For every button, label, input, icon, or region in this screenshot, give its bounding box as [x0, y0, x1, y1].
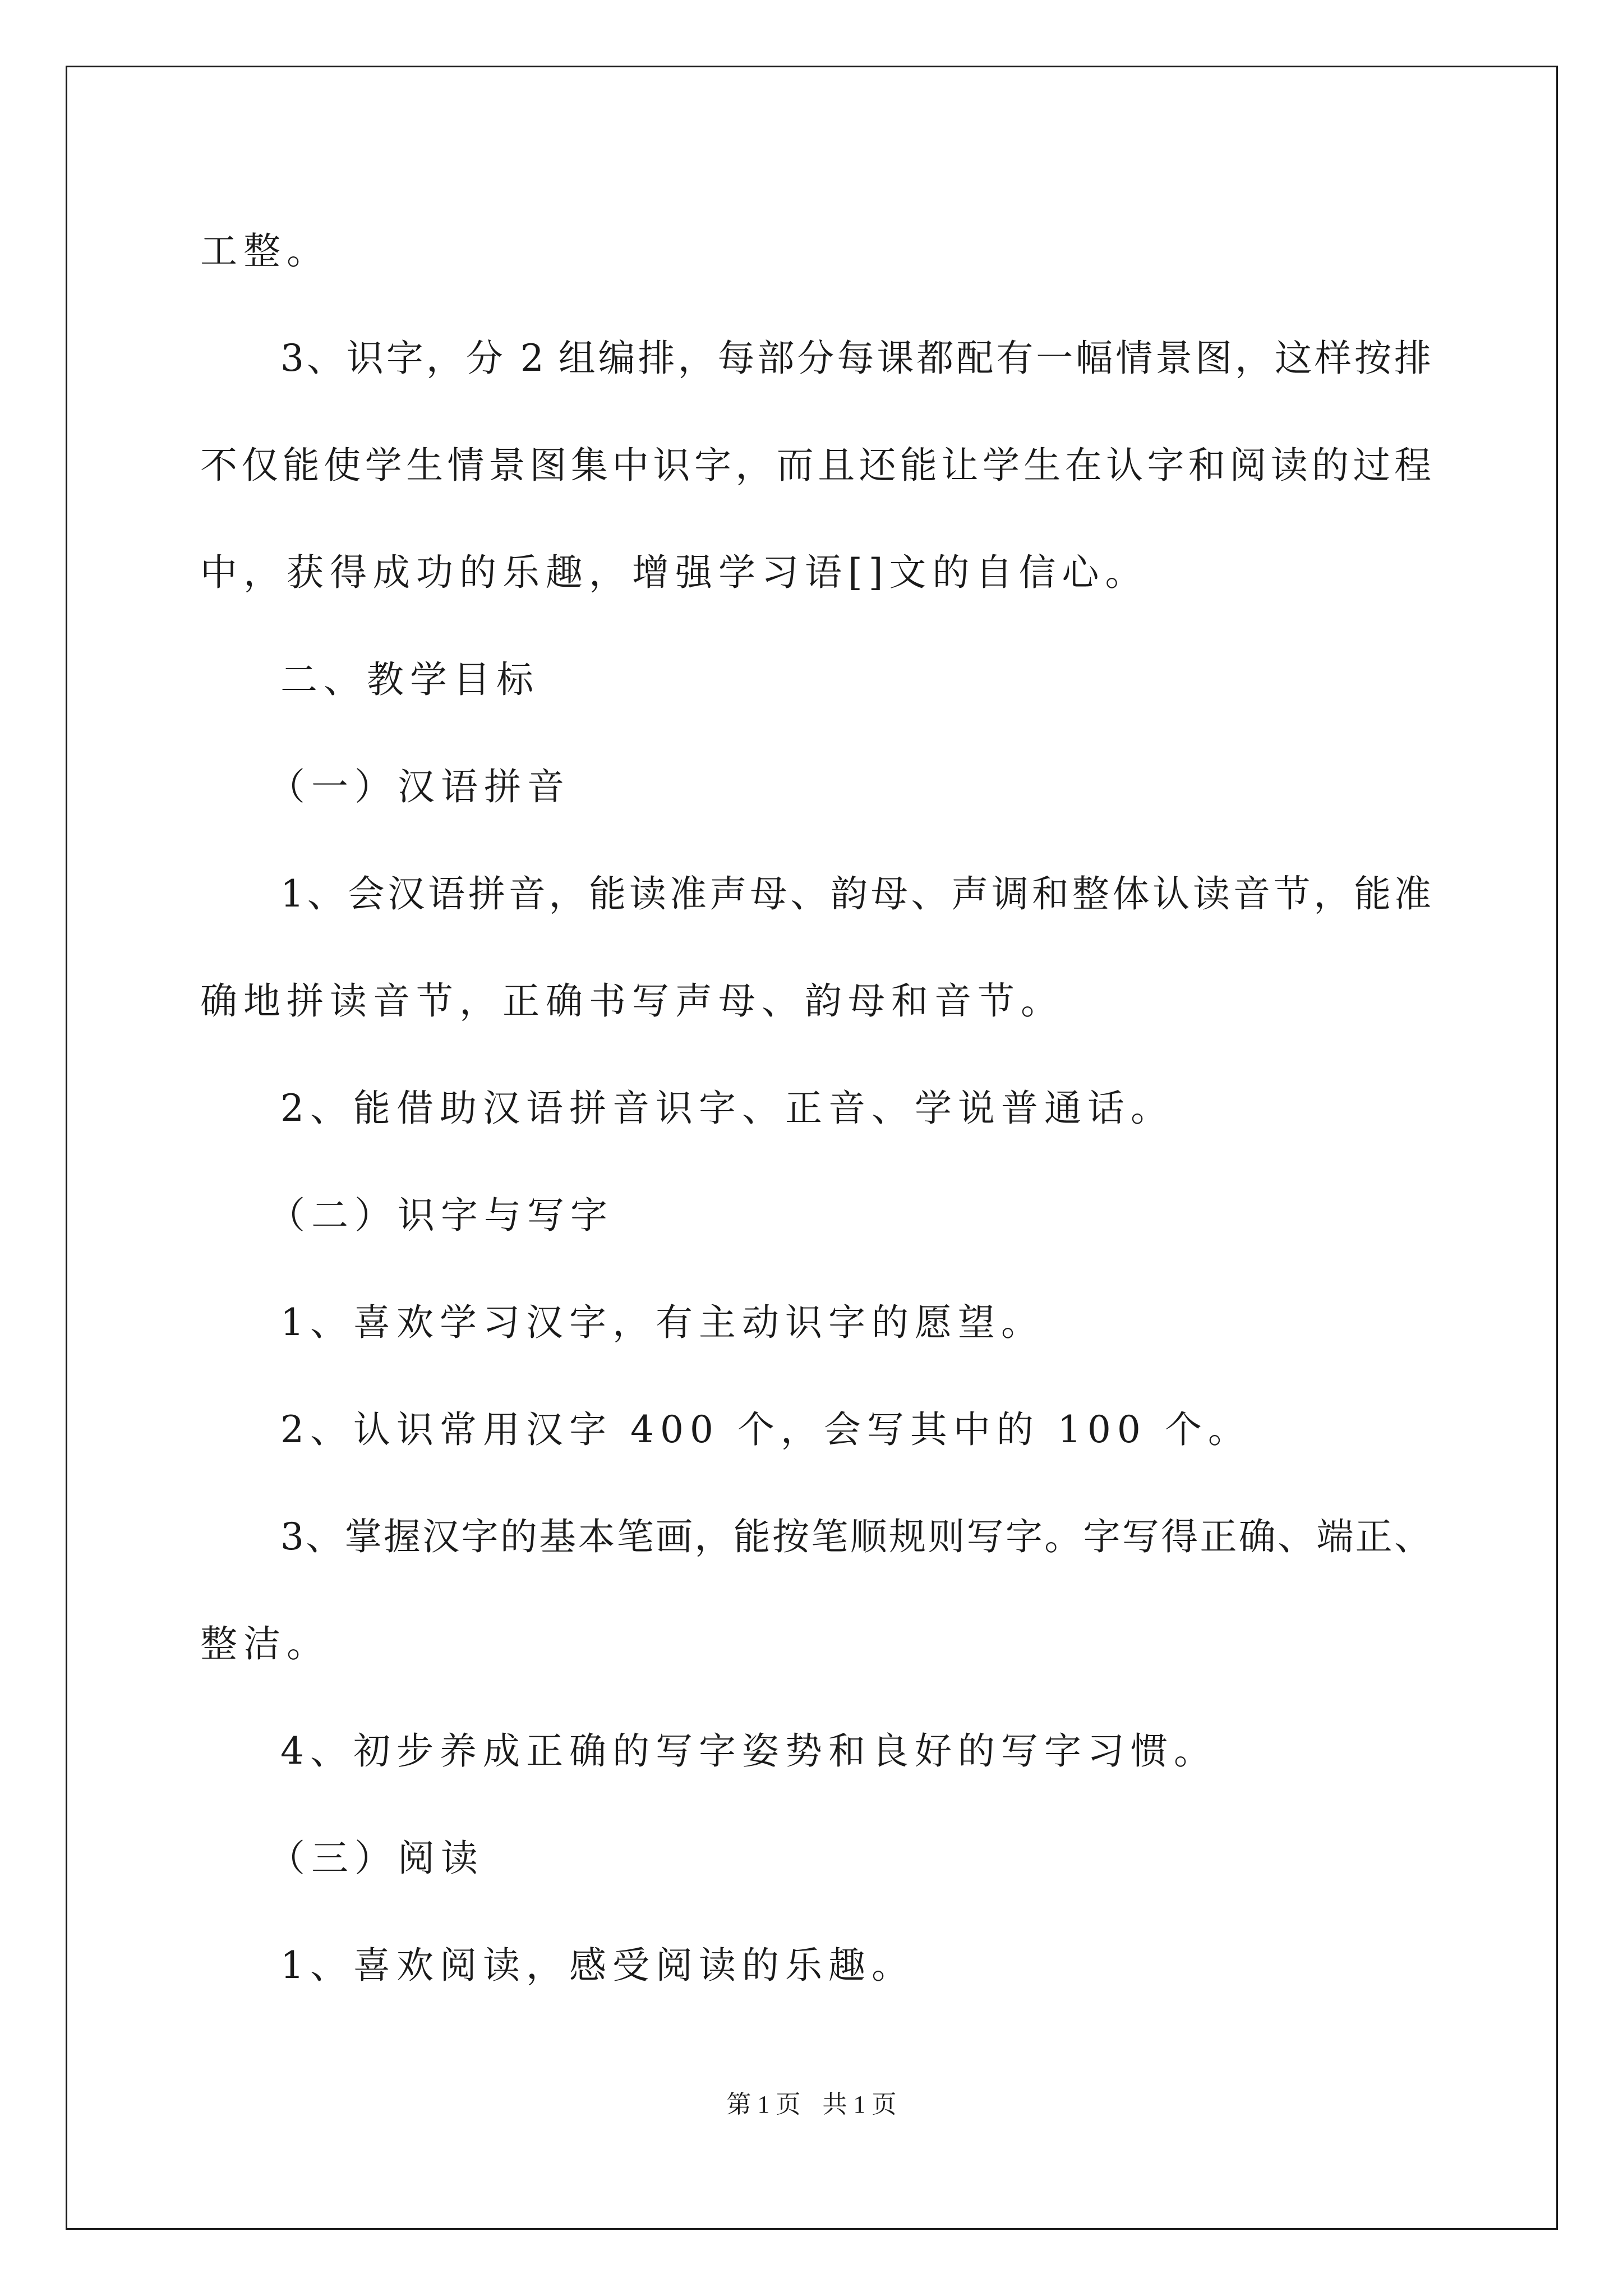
page-number: 第 1 页	[726, 2091, 801, 2118]
subsection-heading: （三）阅读	[268, 1837, 484, 1880]
text-line: 3、识字，分 2 组编排，每部分每课都配有一幅情景图，这样按排	[280, 337, 1431, 380]
text-line: 2、认识常用汉字 400 个，会写其中的 100 个。	[280, 1408, 1251, 1451]
text-line: 4、初步养成正确的写字姿势和良好的写字习惯。	[280, 1729, 1217, 1773]
text-line: 2、能借助汉语拼音识字、正音、学说普通话。	[280, 1087, 1174, 1130]
page-footer	[0, 2092, 1623, 2117]
text-line: 工整。	[200, 229, 330, 273]
subsection-heading: （二）识字与写字	[268, 1194, 614, 1237]
section-heading: 二、教学目标	[280, 658, 540, 701]
subsection-heading: （一）汉语拼音	[268, 765, 570, 808]
text-line: 1、喜欢阅读，感受阅读的乐趣。	[280, 1944, 915, 1987]
text-line: 中，获得成功的乐趣，增强学习语[]文的自信心。	[200, 551, 1149, 594]
text-line: 不仅能使学生情景图集中识字，而且还能让学生在认字和阅读的过程	[200, 444, 1431, 487]
text-line: 1、喜欢学习汉字，有主动识字的愿望。	[280, 1301, 1044, 1344]
page-total: 共 1 页	[822, 2091, 897, 2118]
text-line: 3、掌握汉字的基本笔画，能按笔顺规则写字。字写得正确、端正、	[280, 1515, 1431, 1558]
text-line: 确地拼读音节，正确书写声母、韵母和音节。	[200, 979, 1064, 1023]
text-line: 整洁。	[200, 1622, 330, 1665]
text-line: 1、会汉语拼音，能读准声母、韵母、声调和整体认读音节，能准	[280, 872, 1431, 915]
